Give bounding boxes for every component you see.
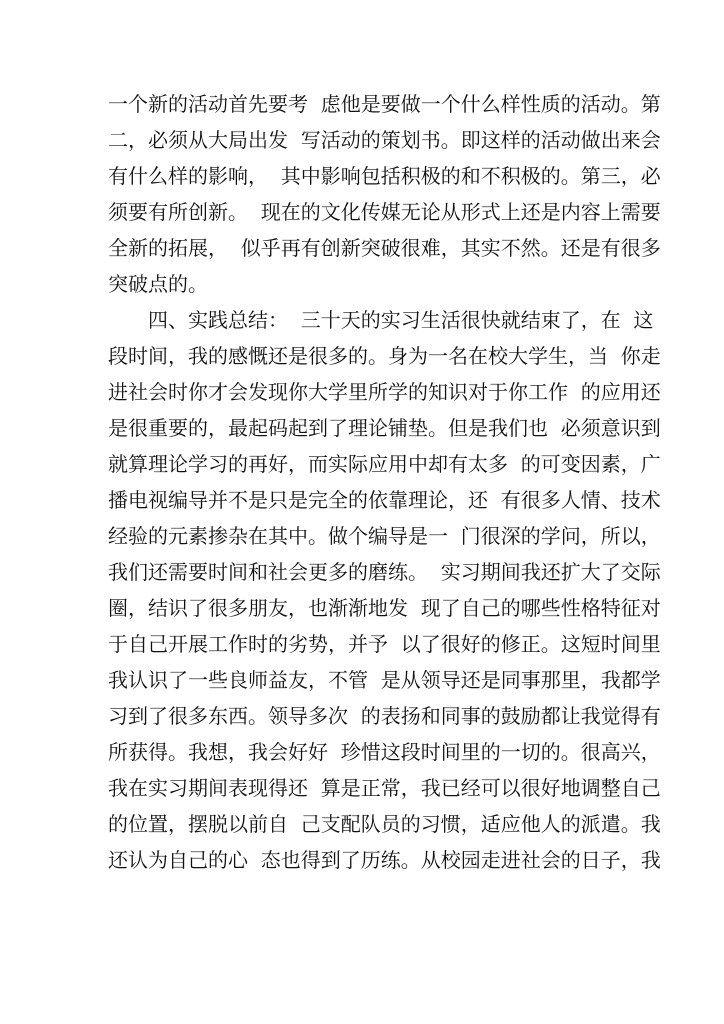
text-line: 突破点的。: [108, 272, 208, 296]
text-line: 还认为自己的心 态也得到了历练。从校园走进社会的日子，我: [108, 848, 661, 872]
text-line: 有什么样的影响， 其中影响包括积极的和不积极的。第三，必: [108, 164, 661, 188]
text-line: 的位置，摆脱以前自 己支配队员的习惯，适应他人的派遣。我: [108, 812, 661, 836]
text-line: 须要有所创新。 现在的文化传媒无论从形式上还是内容上需要: [108, 200, 661, 224]
text-line: 全新的拓展， 似乎再有创新突破很难，其实不然。还是有很多: [108, 236, 661, 260]
text-line: 是很重要的，最起码起到了理论铺垫。但是我们也 必须意识到: [108, 416, 661, 440]
text-line: 我们还需要时间和社会更多的磨练。 实习期间我还扩大了交际: [108, 560, 661, 584]
text-line: 所获得。我想，我会好好 珍惜这段时间里的一切的。很高兴，: [108, 740, 661, 764]
text-line: 四、实践总结： 三十天的实习生活很快就结束了，在 这: [148, 308, 654, 332]
paragraph-1: [108, 86, 661, 302]
body-text: [108, 86, 661, 878]
text-line: 进社会时你才会发现你大学里所学的知识对于你工作 的应用还: [108, 380, 661, 404]
text-line: 于自己开展工作时的劣势，并予 以了很好的修正。这短时间里: [108, 632, 661, 656]
text-line: 就算理论学习的再好，而实际应用中却有太多 的可变因素，广: [108, 452, 661, 476]
text-line: 经验的元素掺杂在其中。做个编导是一 门很深的学问，所以，: [108, 524, 661, 548]
paragraph-2: [108, 302, 661, 878]
text-line: 一个新的活动首先要考 虑他是要做一个什么样性质的活动。第: [108, 92, 661, 116]
text-line: 我在实习期间表现得还 算是正常，我已经可以很好地调整自己: [108, 776, 661, 800]
text-line: 播电视编导并不是只是完全的依靠理论，还 有很多人情、技术: [108, 488, 661, 512]
text-line: 段时间，我的感慨还是很多的。身为一名在校大学生，当 你走: [108, 344, 661, 368]
text-line: 二，必须从大局出发 写活动的策划书。即这样的活动做出来会: [108, 128, 661, 152]
text-line: 我认识了一些良师益友，不管 是从领导还是同事那里，我都学: [108, 668, 661, 692]
text-line: 习到了很多东西。领导多次 的表扬和同事的鼓励都让我觉得有: [108, 704, 661, 728]
text-line: 圈，结识了很多朋友，也渐渐地发 现了自己的哪些性格特征对: [108, 596, 661, 620]
